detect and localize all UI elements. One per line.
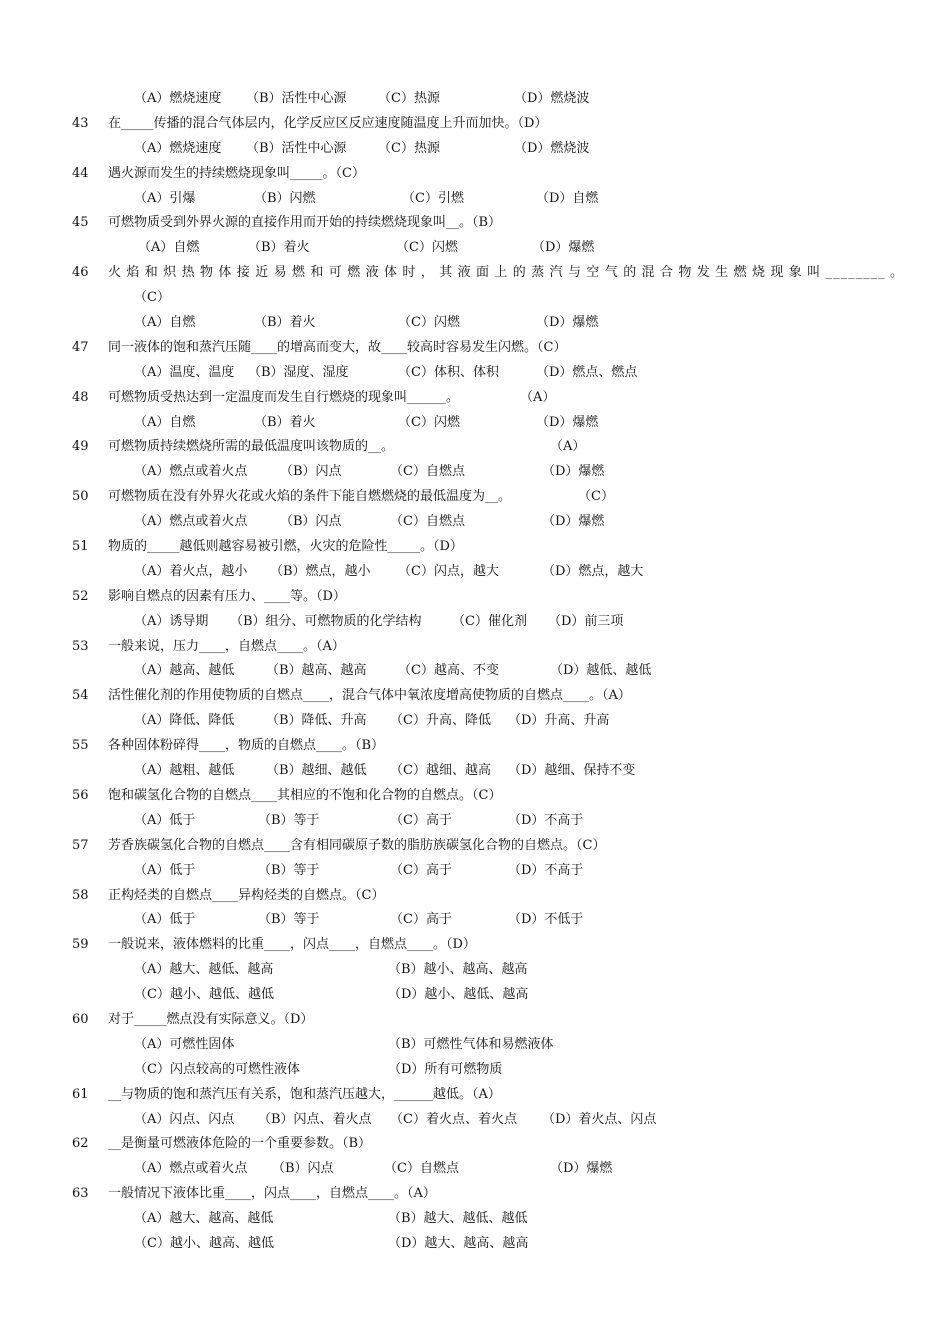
question-number: 46 xyxy=(72,265,89,281)
option: （C）自燃点 xyxy=(384,1161,459,1177)
question-number: 47 xyxy=(72,339,89,355)
option: （D）越细、保持不变 xyxy=(508,763,636,779)
question-number: 52 xyxy=(72,588,89,604)
option: （B）组分、可燃物质的化学结构 xyxy=(230,613,422,629)
option: （A）温度、温度 xyxy=(134,364,235,380)
option: （B）闪点、着火点 xyxy=(258,1111,372,1127)
question-stem: 正构烃类的自燃点____异构烃类的自燃点。（C） xyxy=(108,887,385,903)
question-number: 57 xyxy=(72,837,89,853)
question-list xyxy=(0,87,950,1257)
question-45 xyxy=(0,211,950,236)
option: （D）爆燃 xyxy=(536,414,599,430)
option: （B）等于 xyxy=(258,862,320,878)
option: （B）可燃性气体和易燃液体 xyxy=(388,1036,554,1052)
option: （A）低于 xyxy=(134,862,196,878)
question-number: 55 xyxy=(72,738,89,754)
option: （D）前三项 xyxy=(548,613,624,629)
option: （C）闪燃 xyxy=(396,240,458,256)
question-stem: 一般说来，液体燃料的比重____，闪点____，自燃点____。（D） xyxy=(108,937,476,953)
option: （D）燃点、燃点 xyxy=(536,364,638,380)
option: （A）燃烧速度 xyxy=(134,91,222,106)
option: （C）越细、越高 xyxy=(390,763,491,779)
option: （B）闪点 xyxy=(280,464,342,480)
question-stem: 在_____传播的混合气体层内，化学反应区反应速度随温度上升而加快。（D） xyxy=(108,115,548,131)
option-row xyxy=(0,411,950,436)
question-stem: 对于_____燃点没有实际意义。（D） xyxy=(108,1011,314,1027)
option-row xyxy=(0,1108,950,1133)
option-row xyxy=(0,859,950,884)
option: （C）越小、越高、越低 xyxy=(134,1235,274,1251)
question-stem: 一般情况下液体比重____，闪点____，自燃点____。（A） xyxy=(108,1186,436,1202)
option: （D）爆燃 xyxy=(536,315,599,331)
option: （B）闪燃 xyxy=(254,190,316,206)
option: （C）闪点，越大 xyxy=(398,563,499,579)
option: （A）燃烧速度 xyxy=(134,140,222,156)
answer-label: （A） xyxy=(520,389,556,405)
option: （C）闪点较高的可燃性液体 xyxy=(134,1061,300,1077)
option: （C）越小、越低、越低 xyxy=(134,987,274,1003)
option: （C）热源 xyxy=(378,91,440,106)
question-61 xyxy=(0,1083,950,1108)
question-number: 60 xyxy=(72,1011,89,1027)
question-47 xyxy=(0,336,950,361)
option: （C）着火点、着火点 xyxy=(390,1111,517,1127)
option: （B）着火 xyxy=(254,414,316,430)
option: （B）着火 xyxy=(254,315,316,331)
question-54 xyxy=(0,684,950,709)
question-stem: __是衡量可燃液体危险的一个重要参数。（B） xyxy=(108,1136,372,1152)
option: （A）自燃 xyxy=(138,240,200,256)
option: （B）越大、越低、越低 xyxy=(388,1211,528,1227)
option-row xyxy=(0,510,950,535)
question-60 xyxy=(0,1008,950,1033)
option: （A）降低、降低 xyxy=(134,713,235,729)
option: （A）可燃性固体 xyxy=(134,1036,235,1052)
option: （B）等于 xyxy=(258,812,320,828)
option-row xyxy=(0,908,950,933)
option-row xyxy=(0,311,950,336)
question-56 xyxy=(0,784,950,809)
option: （C）高于 xyxy=(390,862,452,878)
option: （D）不高于 xyxy=(508,812,584,828)
option-row xyxy=(0,659,950,684)
question-number: 45 xyxy=(72,215,89,231)
option: （D）不高于 xyxy=(508,862,584,878)
option: （D）燃烧波 xyxy=(514,91,590,106)
option-row xyxy=(0,610,950,635)
option: （A）燃点或着火点 xyxy=(134,514,248,530)
option: （D）爆燃 xyxy=(542,514,605,530)
answer-label: （C） xyxy=(578,489,614,505)
option: （B）越高、越高 xyxy=(266,663,367,679)
option-row xyxy=(0,983,950,1008)
question-57 xyxy=(0,834,950,859)
question-49 xyxy=(0,435,950,460)
option: （A）越高、越低 xyxy=(134,663,235,679)
option-row xyxy=(0,361,950,386)
option-row xyxy=(0,1232,950,1257)
option: （C）体积、体积 xyxy=(398,364,499,380)
question-number: 56 xyxy=(72,787,89,803)
option: （A）闪点、闪点 xyxy=(134,1111,235,1127)
option: （A）着火点，越小 xyxy=(134,563,248,579)
option-row xyxy=(0,87,950,112)
option: （B）等于 xyxy=(258,912,320,928)
option: （C）自燃点 xyxy=(390,464,465,480)
option: （C）热源 xyxy=(378,140,440,156)
question-52 xyxy=(0,585,950,610)
option: （D）着火点、闪点 xyxy=(542,1111,657,1127)
question-48 xyxy=(0,386,950,411)
option-row xyxy=(0,1033,950,1058)
option: （B）着火 xyxy=(248,240,310,256)
option-row xyxy=(0,236,950,261)
option: （C）引燃 xyxy=(402,190,464,206)
question-stem: 影响自燃点的因素有压力、____等。（D） xyxy=(108,588,346,604)
option: （C）自燃点 xyxy=(390,514,465,530)
option-row xyxy=(0,560,950,585)
question-stem: 可燃物质持续燃烧所需的最低温度叫该物质的__。 xyxy=(108,439,395,455)
option: （D）越大、越高、越高 xyxy=(388,1235,529,1251)
question-stem-continuation xyxy=(0,286,950,311)
option: （D）不低于 xyxy=(508,912,584,928)
option: （A）燃点或着火点 xyxy=(134,1161,248,1177)
question-stem: 同一液体的饱和蒸汽压随____的增高而变大，故____较高时容易发生闪燃。（C） xyxy=(108,339,567,355)
option-row xyxy=(0,137,950,162)
option: （A）越大、越低、越高 xyxy=(134,962,274,978)
answer-label: （A） xyxy=(550,439,586,455)
question-number: 51 xyxy=(72,539,89,555)
option: （D）所有可燃物质 xyxy=(388,1061,503,1077)
question-55 xyxy=(0,734,950,759)
option: （B）活性中心源 xyxy=(246,91,347,106)
option: （B）闪点 xyxy=(280,514,342,530)
question-53 xyxy=(0,635,950,660)
option-row xyxy=(0,759,950,784)
question-stem: 遇火源而发生的持续燃烧现象叫_____。（C） xyxy=(108,165,365,181)
question-number: 61 xyxy=(72,1086,89,1102)
question-number: 58 xyxy=(72,887,89,903)
option: （D）自燃 xyxy=(536,190,599,206)
option: （B）燃点，越小 xyxy=(270,563,371,579)
question-50 xyxy=(0,485,950,510)
question-62 xyxy=(0,1132,950,1157)
question-number: 53 xyxy=(72,638,89,654)
option: （A）引爆 xyxy=(134,190,196,206)
question-stem: 可燃物质受到外界火源的直接作用而开始的持续燃烧现象叫__。（B） xyxy=(108,215,502,231)
option: （A）越粗、越低 xyxy=(134,763,235,779)
option: （D）越低、越低 xyxy=(550,663,652,679)
option: （B）活性中心源 xyxy=(246,140,347,156)
option: （A）燃点或着火点 xyxy=(134,464,248,480)
option-row xyxy=(0,709,950,734)
option: （A）低于 xyxy=(134,912,196,928)
option: （B）降低、升高 xyxy=(266,713,367,729)
question-59 xyxy=(0,933,950,958)
option: （A）低于 xyxy=(134,812,196,828)
option: （C）闪燃 xyxy=(398,414,460,430)
question-46 xyxy=(0,261,950,286)
option: （A）诱导期 xyxy=(134,613,209,629)
option: （A）自燃 xyxy=(134,315,196,331)
option: （A）越大、越高、越低 xyxy=(134,1211,274,1227)
question-stem: 可燃物质在没有外界火花或火焰的条件下能自燃燃烧的最低温度为__。 xyxy=(108,489,512,505)
question-number: 49 xyxy=(72,439,89,455)
option-row xyxy=(0,958,950,983)
option-row xyxy=(0,809,950,834)
question-63 xyxy=(0,1182,950,1207)
question-number: 43 xyxy=(72,115,89,131)
question-43 xyxy=(0,112,950,137)
option: （C）催化剂 xyxy=(452,613,527,629)
question-stem: __与物质的饱和蒸汽压有关系，饱和蒸汽压越大，______越低。（A） xyxy=(108,1086,501,1102)
question-number: 48 xyxy=(72,389,89,405)
option: （D）燃烧波 xyxy=(514,140,590,156)
option-row xyxy=(0,187,950,212)
option-row xyxy=(0,1157,950,1182)
option-row xyxy=(0,1058,950,1083)
question-stem: 各种固体粉碎得____，物质的自燃点____。（B） xyxy=(108,738,385,754)
option: （B）湿度、湿度 xyxy=(248,364,349,380)
question-stem: 活性催化剂的作用使物质的自燃点____，混合气体中氧浓度增高使物质的自燃点____。（A） xyxy=(108,688,631,704)
question-number: 50 xyxy=(72,489,89,505)
option: （D）爆燃 xyxy=(532,240,595,256)
question-stem: 一般来说，压力____，自燃点____。（A） xyxy=(108,638,345,654)
option: （D）爆燃 xyxy=(542,464,605,480)
option: （C）闪燃 xyxy=(398,315,460,331)
question-stem: 芳香族碳氢化合物的自燃点____含有相同碳原子数的脂肪族碳氢化合物的自燃点。（C） xyxy=(108,837,606,853)
option: （A）自燃 xyxy=(134,414,196,430)
option: （D）升高、升高 xyxy=(508,713,610,729)
option-row xyxy=(0,460,950,485)
question-stem: 物质的_____越低则越容易被引燃，火灾的危险性_____。（D） xyxy=(108,539,463,555)
option: （D）爆燃 xyxy=(550,1161,613,1177)
option: （B）闪点 xyxy=(272,1161,334,1177)
question-58 xyxy=(0,884,950,909)
question-number: 62 xyxy=(72,1136,89,1152)
question-stem: 火焰和炽热物体接近易燃和可燃液体时，其液面上的蒸汽与空气的混合物发生燃烧现象叫________。 xyxy=(108,265,904,281)
option: （C）升高、降低 xyxy=(390,713,491,729)
question-51 xyxy=(0,535,950,560)
answer-label: （C） xyxy=(134,290,170,306)
option-row xyxy=(0,1207,950,1232)
option: （B）越细、越低 xyxy=(266,763,367,779)
question-number: 44 xyxy=(72,165,89,181)
option: （B）越小、越高、越高 xyxy=(388,962,528,978)
option: （D）越小、越低、越高 xyxy=(388,987,529,1003)
option: （D）燃点，越大 xyxy=(542,563,644,579)
option: （C）高于 xyxy=(390,912,452,928)
option: （C）越高、不变 xyxy=(398,663,499,679)
question-stem: 可燃物质受热达到一定温度而发生自行燃烧的现象叫______。 xyxy=(108,389,460,405)
question-number: 59 xyxy=(72,937,89,953)
question-number: 54 xyxy=(72,688,89,704)
question-44 xyxy=(0,162,950,187)
question-number: 63 xyxy=(72,1186,89,1202)
option: （C）高于 xyxy=(390,812,452,828)
question-stem: 饱和碳氢化合物的自燃点____其相应的不饱和化合物的自燃点。（C） xyxy=(108,787,502,803)
